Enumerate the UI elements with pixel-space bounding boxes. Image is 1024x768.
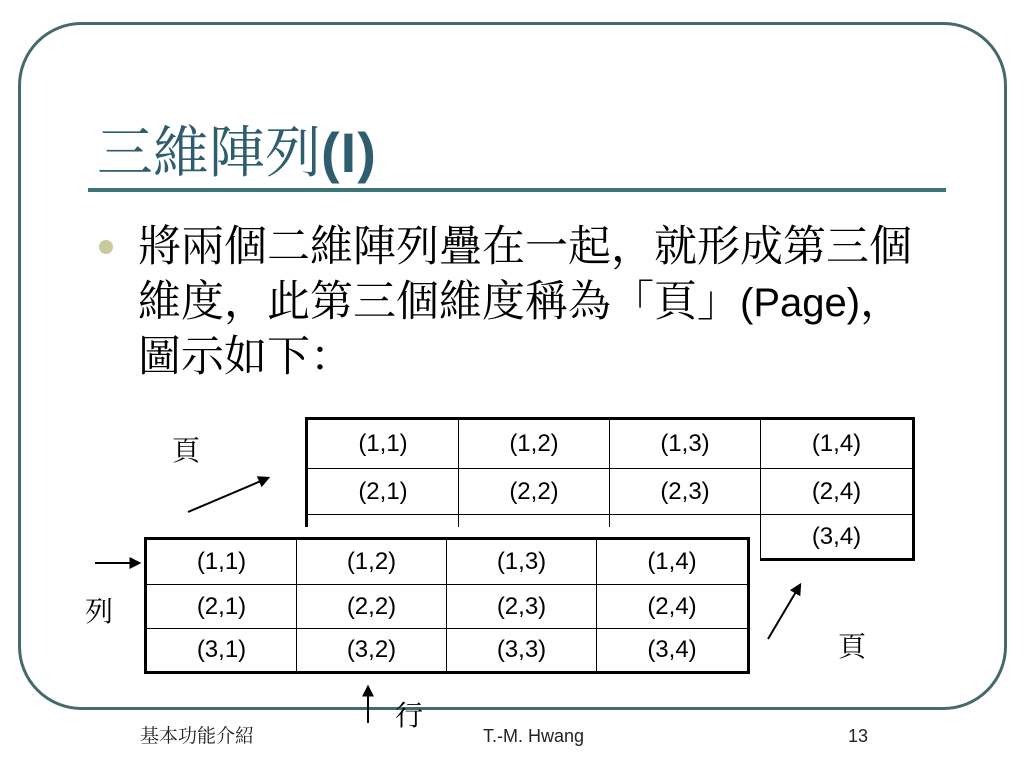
table-cell: (1,4) — [597, 540, 747, 585]
title-underline — [88, 188, 946, 192]
page-label-top: 頁 — [172, 434, 201, 467]
table-cell: (1,3) — [447, 540, 597, 585]
slide-title — [97, 121, 377, 185]
table-cell: (3,4) — [811, 522, 862, 550]
bullet-paragraph — [138, 220, 912, 385]
table-cell: (1,4) — [761, 420, 912, 469]
bullet-line-2-text: 維度，此第三個維度稱為「頁」 — [138, 277, 740, 327]
table-cell: (3,3) — [447, 629, 597, 671]
table-cell: (2,4) — [761, 469, 912, 515]
table-cell: (1,2) — [297, 540, 447, 585]
table-cell: (1,3) — [610, 420, 761, 469]
table-cell: (2,2) — [297, 585, 447, 629]
bullet-line-2-page-term: (Page) — [740, 281, 861, 325]
bullet-line-3: 圖示如下： — [138, 332, 353, 382]
table-cell: (2,3) — [447, 585, 597, 629]
table-cell: (1,2) — [459, 420, 610, 469]
footer-course: 基本功能介紹 — [140, 725, 255, 747]
table-cell: (2,3) — [610, 469, 761, 515]
footer-author: T.-M. Hwang — [483, 726, 585, 746]
table-cell: (3,1) — [147, 629, 297, 671]
footer-page-number: 13 — [848, 726, 869, 746]
table-cell: (3,2) — [297, 629, 447, 671]
slide-title-text: 三維陣列 — [97, 121, 321, 186]
slide-title-suffix: (I) — [321, 121, 377, 184]
page-label-right: 頁 — [838, 630, 867, 663]
column-label: 行 — [395, 699, 424, 732]
table-cell: (2,1) — [308, 469, 459, 515]
bullet-line-2-tail: ， — [860, 277, 904, 327]
table-cell: (1,1) — [147, 540, 297, 585]
bullet-line-1: 將兩個二維陣列疊在一起，就形成第三個 — [138, 222, 912, 272]
row-label: 列 — [85, 595, 114, 628]
page-arrow-right — [768, 585, 800, 639]
bullet-line-2 — [138, 275, 912, 330]
table-cell: (3,4) — [647, 636, 697, 663]
bullet-icon — [99, 240, 113, 254]
front-page-table — [144, 537, 750, 674]
table-cell: (1,1) — [308, 420, 459, 469]
table-cell: (2,2) — [459, 469, 610, 515]
table-cell: (2,1) — [147, 585, 297, 629]
table-cell: (2,4) — [597, 585, 747, 629]
page-arrow-top — [188, 478, 268, 512]
